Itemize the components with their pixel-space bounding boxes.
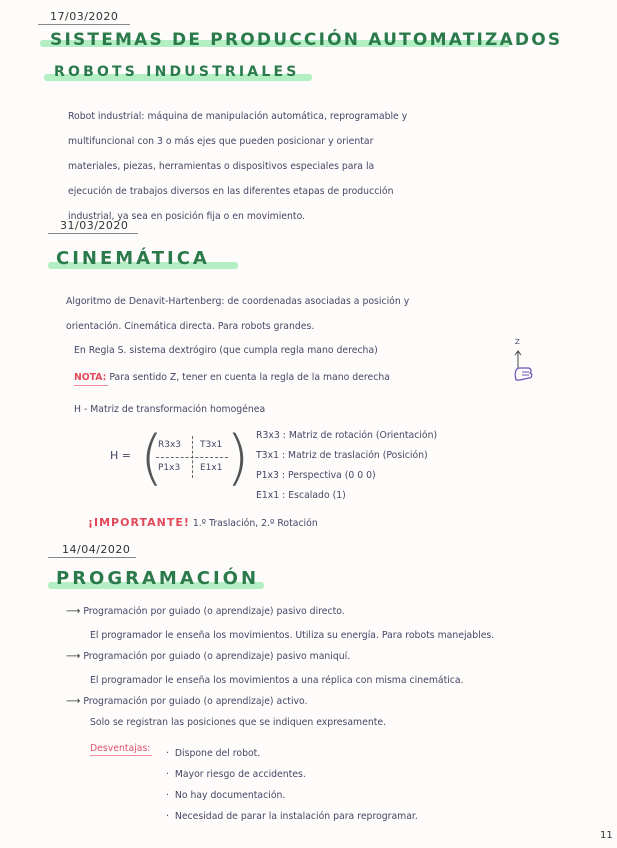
section1-line: Robot industrial: máquina de manipulación automática, reprogramable y (68, 111, 408, 122)
importante-text: 1.º Traslación, 2.º Rotación (189, 518, 318, 529)
matrix-e: E1x1 (200, 463, 223, 473)
matrix-left-paren: ( (140, 423, 164, 493)
desventaja-item: · Dispone del robot. (166, 748, 261, 759)
section2-body (66, 289, 409, 339)
prog-item-2-title: ⟶ Programación por guiado (o aprendizaje) pasivo maniquí. (66, 651, 351, 662)
date-2: 31/03/2020 (60, 219, 129, 232)
date-3-underline (48, 557, 136, 558)
hand-rule-icon (510, 342, 536, 382)
matrix-p: P1x3 (158, 463, 181, 473)
section1-line: industrial, ya sea en posición fija o en movimiento. (68, 211, 306, 222)
desventajas-list (166, 743, 418, 827)
page-number: 11 (600, 830, 613, 841)
arrow-icon: ⟶ (66, 606, 81, 617)
nota-underline (74, 385, 108, 386)
h-symbol: H = (110, 449, 131, 462)
section2-heading: CINEMÁTICA (56, 248, 210, 269)
matrix-divider-h (156, 457, 228, 458)
legend-rotation: R3x3 : Matriz de rotación (Orientación) (256, 430, 438, 441)
nota-label: NOTA: (74, 372, 107, 383)
section1-line: ejecución de trabajos diversos en las diferentes etapas de producción (68, 186, 394, 197)
importante-label: ¡IMPORTANTE! (88, 516, 190, 529)
section1-line: multifuncional con 3 o más ejes que pueden posicionar y orientar (68, 136, 374, 147)
date-1-underline (38, 24, 130, 25)
section1-line: materiales, piezas, herramientas o dispositivos especiales para la (68, 161, 375, 172)
legend-perspective: P1x3 : Perspectiva (0 0 0) (256, 470, 376, 481)
prog-item-1-desc: El programador le enseña los movimientos. Utiliza su energía. Para robots manejables. (90, 630, 495, 641)
section1-heading: ROBOTS INDUSTRIALES (54, 64, 300, 80)
prog-item-3-title: ⟶ Programación por guiado (o aprendizaje) activo. (66, 696, 308, 707)
importante-line (88, 516, 318, 529)
prog-item-1-title: ⟶ Programación por guiado (o aprendizaje) pasivo directo. (66, 606, 345, 617)
page-title: SISTEMAS DE PRODUCCIÓN AUTOMATIZADOS (50, 30, 563, 50)
h-definition: H - Matriz de transformación homogénea (74, 404, 266, 415)
desventaja-item: · Mayor riesgo de accidentes. (166, 769, 306, 780)
axis-z-label: Z (515, 338, 520, 346)
nota-line (74, 372, 390, 383)
regla-text: En Regla S. sistema dextrógiro (que cumpla regla mano derecha) (74, 345, 378, 356)
section2-line: orientación. Cinemática directa. Para robots grandes. (66, 321, 315, 332)
arrow-icon: ⟶ (66, 651, 81, 662)
matrix-t: T3x1 (200, 440, 223, 450)
legend-translation: T3x1 : Matriz de traslación (Posición) (256, 450, 428, 461)
legend-scale: E1x1 : Escalado (1) (256, 490, 346, 501)
desventajas-label: Desventajas: (90, 743, 151, 754)
date-1: 17/03/2020 (50, 10, 119, 23)
desventajas-underline (90, 755, 152, 756)
prog-item-2-desc: El programador le enseña los movimientos a una réplica con misma cinemática. (90, 675, 464, 686)
desventaja-item: · Necesidad de parar la instalación para reprogramar. (166, 811, 418, 822)
section2-line: Algoritmo de Denavit-Hartenberg: de coordenadas asociadas a posición y (66, 296, 410, 307)
matrix-legend (256, 426, 437, 506)
section3-heading: PROGRAMACIÓN (56, 568, 260, 589)
prog-item-3-desc: Solo se registran las posiciones que se indiquen expresamente. (90, 717, 387, 728)
date-2-underline (48, 233, 138, 234)
nota-text: Para sentido Z, tener en cuenta la regla de la mano derecha (106, 372, 390, 383)
section1-body (68, 104, 407, 229)
matrix-r: R3x3 (158, 440, 182, 450)
desventaja-item: · No hay documentación. (166, 790, 286, 801)
matrix-right-paren: ) (226, 423, 250, 493)
arrow-icon: ⟶ (66, 696, 81, 707)
date-3: 14/04/2020 (62, 543, 131, 556)
